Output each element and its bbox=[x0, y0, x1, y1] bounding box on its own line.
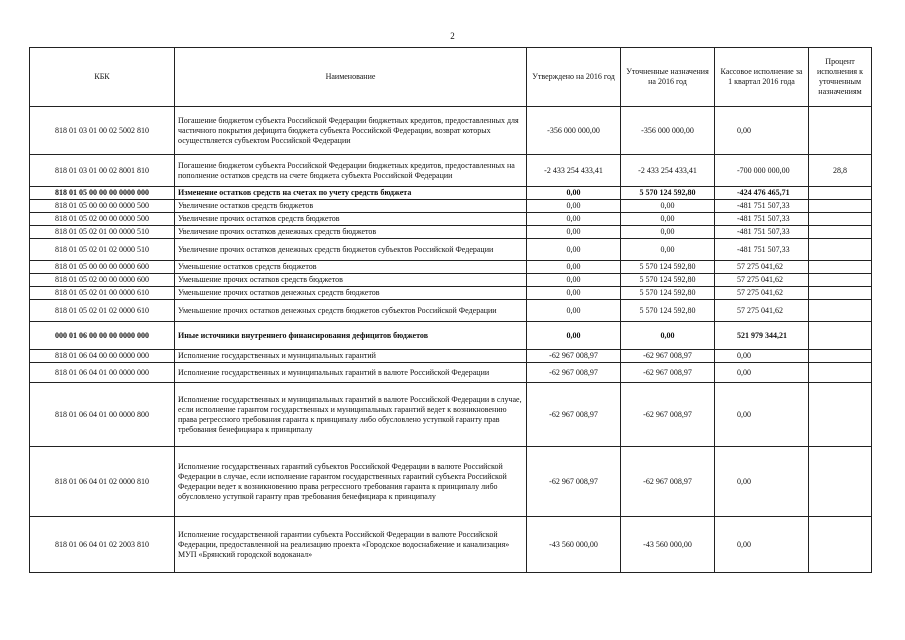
cell-cash-execution: 0,00 bbox=[715, 517, 809, 573]
cell-name: Исполнение государственных гарантий субъектов Российской Федерации в валюте Российской Федерации в случае, если исполнение гарантом государственных гарантий субъекта Российской Федерации ведет к возникновению права регрессного требования гаранта к принципалу либо обусловлено уступкой гаранту прав требования бенефициара к принципалу bbox=[175, 447, 527, 517]
cell-approved: 0,00 bbox=[527, 213, 621, 226]
table-row bbox=[30, 363, 872, 383]
cell-kbk: 818 01 03 01 00 02 8001 810 bbox=[30, 155, 175, 187]
cell-execution-percent bbox=[809, 383, 872, 447]
cell-refined: -356 000 000,00 bbox=[621, 107, 715, 155]
cell-execution-percent bbox=[809, 261, 872, 274]
table-row bbox=[30, 155, 872, 187]
table-row bbox=[30, 213, 872, 226]
header-refined: Уточненные назначения на 2016 год bbox=[621, 48, 715, 107]
cell-kbk: 818 01 03 01 00 02 5002 810 bbox=[30, 107, 175, 155]
cell-refined: 0,00 bbox=[621, 213, 715, 226]
cell-approved: 0,00 bbox=[527, 274, 621, 287]
cell-name: Уменьшение прочих остатков денежных средств бюджетов субъектов Российской Федерации bbox=[175, 300, 527, 322]
cell-cash-execution: -481 751 507,33 bbox=[715, 226, 809, 239]
table-row bbox=[30, 274, 872, 287]
cell-approved: 0,00 bbox=[527, 300, 621, 322]
cell-execution-percent bbox=[809, 447, 872, 517]
cell-approved: -62 967 008,97 bbox=[527, 350, 621, 363]
cell-execution-percent bbox=[809, 274, 872, 287]
cell-name: Погашение бюджетом субъекта Российской Федерации бюджетных кредитов, предоставленных на пополнение остатков средств на счете бюджета субъекта Российской Федерации bbox=[175, 155, 527, 187]
table-row bbox=[30, 239, 872, 261]
header-execution-percent: Процент исполнения к уточненным назначениям bbox=[809, 48, 872, 107]
cell-approved: 0,00 bbox=[527, 287, 621, 300]
cell-cash-execution: 57 275 041,62 bbox=[715, 300, 809, 322]
table-body bbox=[30, 107, 872, 573]
cell-approved: 0,00 bbox=[527, 322, 621, 350]
cell-kbk: 818 01 06 04 01 02 2003 810 bbox=[30, 517, 175, 573]
cell-execution-percent bbox=[809, 287, 872, 300]
cell-kbk: 818 01 05 00 00 00 0000 000 bbox=[30, 187, 175, 200]
cell-approved: -356 000 000,00 bbox=[527, 107, 621, 155]
page-number: 2 bbox=[450, 31, 455, 41]
table-row bbox=[30, 187, 872, 200]
table-row bbox=[30, 383, 872, 447]
cell-cash-execution: 0,00 bbox=[715, 363, 809, 383]
cell-refined: -62 967 008,97 bbox=[621, 383, 715, 447]
cell-kbk: 818 01 05 00 00 00 0000 500 bbox=[30, 200, 175, 213]
cell-execution-percent bbox=[809, 322, 872, 350]
cell-name: Уменьшение прочих остатков средств бюджетов bbox=[175, 274, 527, 287]
cell-name: Уменьшение остатков средств бюджетов bbox=[175, 261, 527, 274]
table-row bbox=[30, 447, 872, 517]
cell-refined: -2 433 254 433,41 bbox=[621, 155, 715, 187]
cell-refined: 0,00 bbox=[621, 226, 715, 239]
cell-approved: -62 967 008,97 bbox=[527, 447, 621, 517]
cell-execution-percent bbox=[809, 187, 872, 200]
cell-refined: 5 570 124 592,80 bbox=[621, 261, 715, 274]
cell-approved: -2 433 254 433,41 bbox=[527, 155, 621, 187]
cell-execution-percent bbox=[809, 517, 872, 573]
cell-cash-execution: 57 275 041,62 bbox=[715, 287, 809, 300]
cell-cash-execution: -424 476 465,71 bbox=[715, 187, 809, 200]
header-cash-execution: Кассовое исполнение за 1 квартал 2016 года bbox=[715, 48, 809, 107]
cell-cash-execution: -481 751 507,33 bbox=[715, 239, 809, 261]
cell-name: Иные источники внутреннего финансирования дефицитов бюджетов bbox=[175, 322, 527, 350]
cell-cash-execution: -700 000 000,00 bbox=[715, 155, 809, 187]
cell-approved: 0,00 bbox=[527, 239, 621, 261]
cell-cash-execution: 57 275 041,62 bbox=[715, 274, 809, 287]
cell-refined: 0,00 bbox=[621, 200, 715, 213]
cell-execution-percent bbox=[809, 107, 872, 155]
table-row bbox=[30, 517, 872, 573]
cell-kbk: 818 01 05 02 01 02 0000 510 bbox=[30, 239, 175, 261]
cell-cash-execution: 0,00 bbox=[715, 383, 809, 447]
cell-execution-percent bbox=[809, 200, 872, 213]
cell-name: Исполнение государственных и муниципальных гарантий bbox=[175, 350, 527, 363]
cell-execution-percent bbox=[809, 213, 872, 226]
cell-approved: -62 967 008,97 bbox=[527, 383, 621, 447]
table-row bbox=[30, 322, 872, 350]
cell-kbk: 818 01 06 04 01 00 0000 800 bbox=[30, 383, 175, 447]
cell-name: Исполнение государственной гарантии субъекта Российской Федерации в валюте Российской Федерации, предоставленной на реализацию проекта «Городское водоснабжение и канализация» МУП «Брянский городской водоканал» bbox=[175, 517, 527, 573]
cell-kbk: 818 01 05 02 01 00 0000 610 bbox=[30, 287, 175, 300]
cell-execution-percent bbox=[809, 300, 872, 322]
header-kbk: КБК bbox=[30, 48, 175, 107]
cell-execution-percent bbox=[809, 226, 872, 239]
table-row bbox=[30, 200, 872, 213]
cell-cash-execution: 57 275 041,62 bbox=[715, 261, 809, 274]
header-name: Наименование bbox=[175, 48, 527, 107]
cell-cash-execution: 0,00 bbox=[715, 447, 809, 517]
cell-cash-execution: -481 751 507,33 bbox=[715, 213, 809, 226]
cell-name: Увеличение остатков средств бюджетов bbox=[175, 200, 527, 213]
cell-kbk: 818 01 06 04 01 02 0000 810 bbox=[30, 447, 175, 517]
cell-cash-execution: 0,00 bbox=[715, 350, 809, 363]
table-row bbox=[30, 226, 872, 239]
cell-approved: -43 560 000,00 bbox=[527, 517, 621, 573]
cell-refined: -62 967 008,97 bbox=[621, 363, 715, 383]
table-row bbox=[30, 261, 872, 274]
cell-name: Уменьшение прочих остатков денежных средств бюджетов bbox=[175, 287, 527, 300]
cell-kbk: 818 01 05 02 00 00 0000 500 bbox=[30, 213, 175, 226]
cell-execution-percent: 28,8 bbox=[809, 155, 872, 187]
table-header-row bbox=[30, 48, 872, 107]
cell-cash-execution: 521 979 344,21 bbox=[715, 322, 809, 350]
cell-name: Увеличение прочих остатков денежных средств бюджетов bbox=[175, 226, 527, 239]
cell-approved: 0,00 bbox=[527, 200, 621, 213]
cell-refined: 0,00 bbox=[621, 322, 715, 350]
cell-approved: 0,00 bbox=[527, 226, 621, 239]
header-approved: Утверждено на 2016 год bbox=[527, 48, 621, 107]
cell-refined: 5 570 124 592,80 bbox=[621, 187, 715, 200]
cell-kbk: 818 01 06 04 00 00 0000 000 bbox=[30, 350, 175, 363]
cell-refined: 5 570 124 592,80 bbox=[621, 300, 715, 322]
table-row bbox=[30, 287, 872, 300]
cell-name: Исполнение государственных и муниципальных гарантий в валюте Российской Федерации bbox=[175, 363, 527, 383]
cell-cash-execution: -481 751 507,33 bbox=[715, 200, 809, 213]
cell-cash-execution: 0,00 bbox=[715, 107, 809, 155]
cell-refined: -43 560 000,00 bbox=[621, 517, 715, 573]
cell-execution-percent bbox=[809, 350, 872, 363]
table-row bbox=[30, 107, 872, 155]
cell-kbk: 000 01 06 00 00 00 0000 000 bbox=[30, 322, 175, 350]
cell-approved: 0,00 bbox=[527, 187, 621, 200]
cell-approved: 0,00 bbox=[527, 261, 621, 274]
cell-kbk: 818 01 06 04 01 00 0000 000 bbox=[30, 363, 175, 383]
cell-execution-percent bbox=[809, 363, 872, 383]
cell-name: Исполнение государственных и муниципальных гарантий в валюте Российской Федерации в случае, если исполнение гарантом государственных и муниципальных гарантий ведет к возникновению права регрессного требования гаранта к принципалу либо обусловлено уступкой гаранту прав требования бенефициара к принципалу bbox=[175, 383, 527, 447]
budget-sources-table bbox=[29, 47, 872, 573]
cell-name: Увеличение прочих остатков средств бюджетов bbox=[175, 213, 527, 226]
cell-kbk: 818 01 05 02 01 00 0000 510 bbox=[30, 226, 175, 239]
table-row bbox=[30, 350, 872, 363]
cell-kbk: 818 01 05 02 01 02 0000 610 bbox=[30, 300, 175, 322]
cell-refined: -62 967 008,97 bbox=[621, 447, 715, 517]
cell-kbk: 818 01 05 00 00 00 0000 600 bbox=[30, 261, 175, 274]
cell-refined: 0,00 bbox=[621, 239, 715, 261]
cell-refined: -62 967 008,97 bbox=[621, 350, 715, 363]
cell-name: Увеличение прочих остатков денежных средств бюджетов субъектов Российской Федерации bbox=[175, 239, 527, 261]
cell-execution-percent bbox=[809, 239, 872, 261]
cell-approved: -62 967 008,97 bbox=[527, 363, 621, 383]
cell-name: Погашение бюджетом субъекта Российской Федерации бюджетных кредитов, предоставленных для частичного покрытия дефицита бюджета субъекта Российской Федерации, возврат которых осуществляется субъектом Российской Федерации bbox=[175, 107, 527, 155]
cell-kbk: 818 01 05 02 00 00 0000 600 bbox=[30, 274, 175, 287]
cell-refined: 5 570 124 592,80 bbox=[621, 274, 715, 287]
cell-name: Изменение остатков средств на счетах по учету средств бюджета bbox=[175, 187, 527, 200]
cell-refined: 5 570 124 592,80 bbox=[621, 287, 715, 300]
table-row bbox=[30, 300, 872, 322]
